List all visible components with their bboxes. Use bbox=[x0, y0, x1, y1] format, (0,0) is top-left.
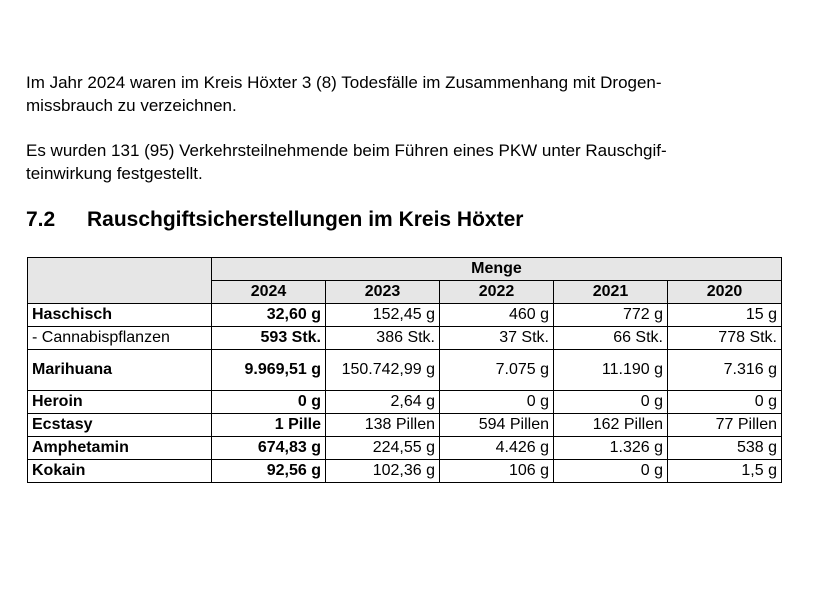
table-cell: 2,64 g bbox=[326, 391, 440, 414]
section-number: 7.2 bbox=[26, 208, 56, 231]
table-cell: 0 g bbox=[554, 391, 668, 414]
table-cell: 150.742,99 g bbox=[326, 350, 440, 391]
table-cell: 7.316 g bbox=[668, 350, 782, 391]
table-cell: 594 Pillen bbox=[440, 414, 554, 437]
row-label: Kokain bbox=[28, 460, 212, 483]
table-cell: 386 Stk. bbox=[326, 327, 440, 350]
table-corner-cell bbox=[28, 258, 212, 304]
table-cell: 1 Pille bbox=[212, 414, 326, 437]
table-cell: 37 Stk. bbox=[440, 327, 554, 350]
year-header: 2022 bbox=[440, 281, 554, 304]
paragraph-line: teinwirkung festgestellt. bbox=[26, 164, 203, 183]
table-cell: 0 g bbox=[668, 391, 782, 414]
paragraph-line: Im Jahr 2024 waren im Kreis Höxter 3 (8) Todesfälle im Zusammenhang mit Drogen- bbox=[26, 73, 662, 92]
table-row bbox=[28, 304, 782, 327]
table-cell: 138 Pillen bbox=[326, 414, 440, 437]
table-cell: 9.969,51 g bbox=[212, 350, 326, 391]
table-cell: 0 g bbox=[212, 391, 326, 414]
paragraph-line: Es wurden 131 (95) Verkehrsteilnehmende beim Führen eines PKW unter Rauschgif- bbox=[26, 141, 667, 160]
year-header: 2021 bbox=[554, 281, 668, 304]
table-cell: 162 Pillen bbox=[554, 414, 668, 437]
section-heading bbox=[26, 208, 523, 232]
table-cell: 460 g bbox=[440, 304, 554, 327]
table-cell: 772 g bbox=[554, 304, 668, 327]
table-cell: 102,36 g bbox=[326, 460, 440, 483]
row-label: - Cannabispflanzen bbox=[28, 327, 212, 350]
table-cell: 15 g bbox=[668, 304, 782, 327]
paragraph-drug-deaths bbox=[26, 71, 786, 117]
table-cell: 1.326 g bbox=[554, 437, 668, 460]
year-header: 2023 bbox=[326, 281, 440, 304]
table-row bbox=[28, 350, 782, 391]
table-cell: 32,60 g bbox=[212, 304, 326, 327]
paragraph-line: missbrauch zu verzeichnen. bbox=[26, 96, 237, 115]
group-header-menge: Menge bbox=[212, 258, 782, 281]
section-title: Rauschgiftsicherstellungen im Kreis Höxter bbox=[87, 208, 524, 231]
table-cell: 4.426 g bbox=[440, 437, 554, 460]
year-header: 2024 bbox=[212, 281, 326, 304]
table-row bbox=[28, 437, 782, 460]
seizures-table bbox=[27, 257, 782, 483]
table-cell: 0 g bbox=[554, 460, 668, 483]
table-cell: 11.190 g bbox=[554, 350, 668, 391]
row-label: Heroin bbox=[28, 391, 212, 414]
table-row bbox=[28, 414, 782, 437]
row-label: Haschisch bbox=[28, 304, 212, 327]
row-label: Amphetamin bbox=[28, 437, 212, 460]
table-cell: 0 g bbox=[440, 391, 554, 414]
table-cell: 538 g bbox=[668, 437, 782, 460]
table-cell: 152,45 g bbox=[326, 304, 440, 327]
table-cell: 593 Stk. bbox=[212, 327, 326, 350]
table-cell: 106 g bbox=[440, 460, 554, 483]
table-row bbox=[28, 460, 782, 483]
table-cell: 66 Stk. bbox=[554, 327, 668, 350]
table-header-row bbox=[28, 258, 782, 281]
row-label: Ecstasy bbox=[28, 414, 212, 437]
year-header: 2020 bbox=[668, 281, 782, 304]
table-row bbox=[28, 391, 782, 414]
table-row bbox=[28, 327, 782, 350]
row-label: Marihuana bbox=[28, 350, 212, 391]
table-cell: 674,83 g bbox=[212, 437, 326, 460]
table-cell: 7.075 g bbox=[440, 350, 554, 391]
paragraph-traffic bbox=[26, 139, 786, 185]
table-cell: 92,56 g bbox=[212, 460, 326, 483]
table-cell: 77 Pillen bbox=[668, 414, 782, 437]
table-cell: 778 Stk. bbox=[668, 327, 782, 350]
table-cell: 224,55 g bbox=[326, 437, 440, 460]
table-cell: 1,5 g bbox=[668, 460, 782, 483]
